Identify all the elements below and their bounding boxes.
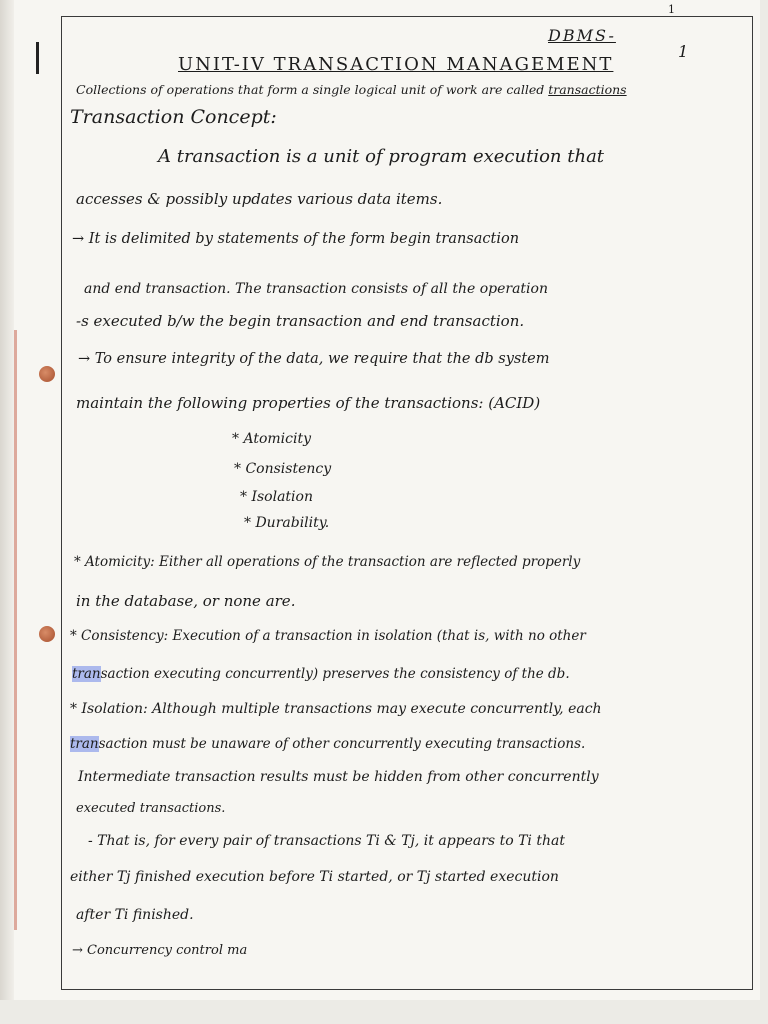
point2-line-2: maintain the following properties of the transactions: (ACID)	[76, 394, 541, 412]
definition-line-1: A transaction is a unit of program execution that	[158, 146, 605, 167]
acid-item: * Durability.	[244, 515, 330, 531]
punch-hole-icon	[39, 626, 55, 642]
section-heading: Transaction Concept:	[70, 106, 277, 128]
isolation-line-4: executed transactions.	[76, 801, 226, 816]
isolation-line-5: - That is, for every pair of transactions Ti & Tj, it appears to Ti that	[88, 833, 565, 849]
page-number: 1	[678, 42, 689, 61]
point1-line-2: and end transaction. The transaction consists of all the operation	[84, 281, 548, 297]
intro-text: Collections of operations that form a single logical unit of work are called transactions	[76, 82, 627, 97]
isolation-line-7: after Ti finished.	[76, 907, 194, 923]
page-edge	[0, 0, 14, 1000]
atomicity-line-1: * Atomicity: Either all operations of the transaction are reflected properly	[74, 554, 581, 570]
acid-item: * Consistency	[234, 461, 332, 477]
definition-line-2: accesses & possibly updates various data items.	[76, 190, 443, 208]
acid-item: * Atomicity	[232, 431, 311, 447]
page-title: UNIT-IV TRANSACTION MANAGEMENT	[178, 54, 614, 75]
acid-item: * Isolation	[240, 489, 313, 505]
subject-tag: DBMS-	[548, 26, 616, 45]
consistency-line-1: * Consistency: Execution of a transaction in isolation (that is, with no other	[70, 628, 586, 644]
point1-line-1: → It is delimited by statements of the form begin transaction	[72, 231, 520, 247]
binder-mark	[36, 42, 39, 74]
consistency-line-2: transaction executing concurrently) preserves the consistency of the db.	[72, 666, 570, 682]
atomicity-line-2: in the database, or none are.	[76, 592, 296, 610]
corner-mark: 1	[668, 3, 675, 16]
point2-line-1: → To ensure integrity of the data, we require that the db system	[78, 351, 550, 367]
margin-stain	[14, 330, 17, 930]
isolation-line-1: * Isolation: Although multiple transactions may execute concurrently, each	[70, 701, 602, 717]
punch-hole-icon	[39, 366, 55, 382]
isolation-line-2: transaction must be unaware of other concurrently executing transactions.	[70, 736, 586, 752]
isolation-line-3: Intermediate transaction results must be hidden from other concurrently	[78, 769, 599, 785]
point1-line-3: -s executed b/w the begin transaction and end transaction.	[76, 312, 525, 330]
last-line: → Concurrency control ma	[72, 943, 248, 958]
isolation-line-6: either Tj finished execution before Ti started, or Tj started execution	[70, 869, 559, 885]
